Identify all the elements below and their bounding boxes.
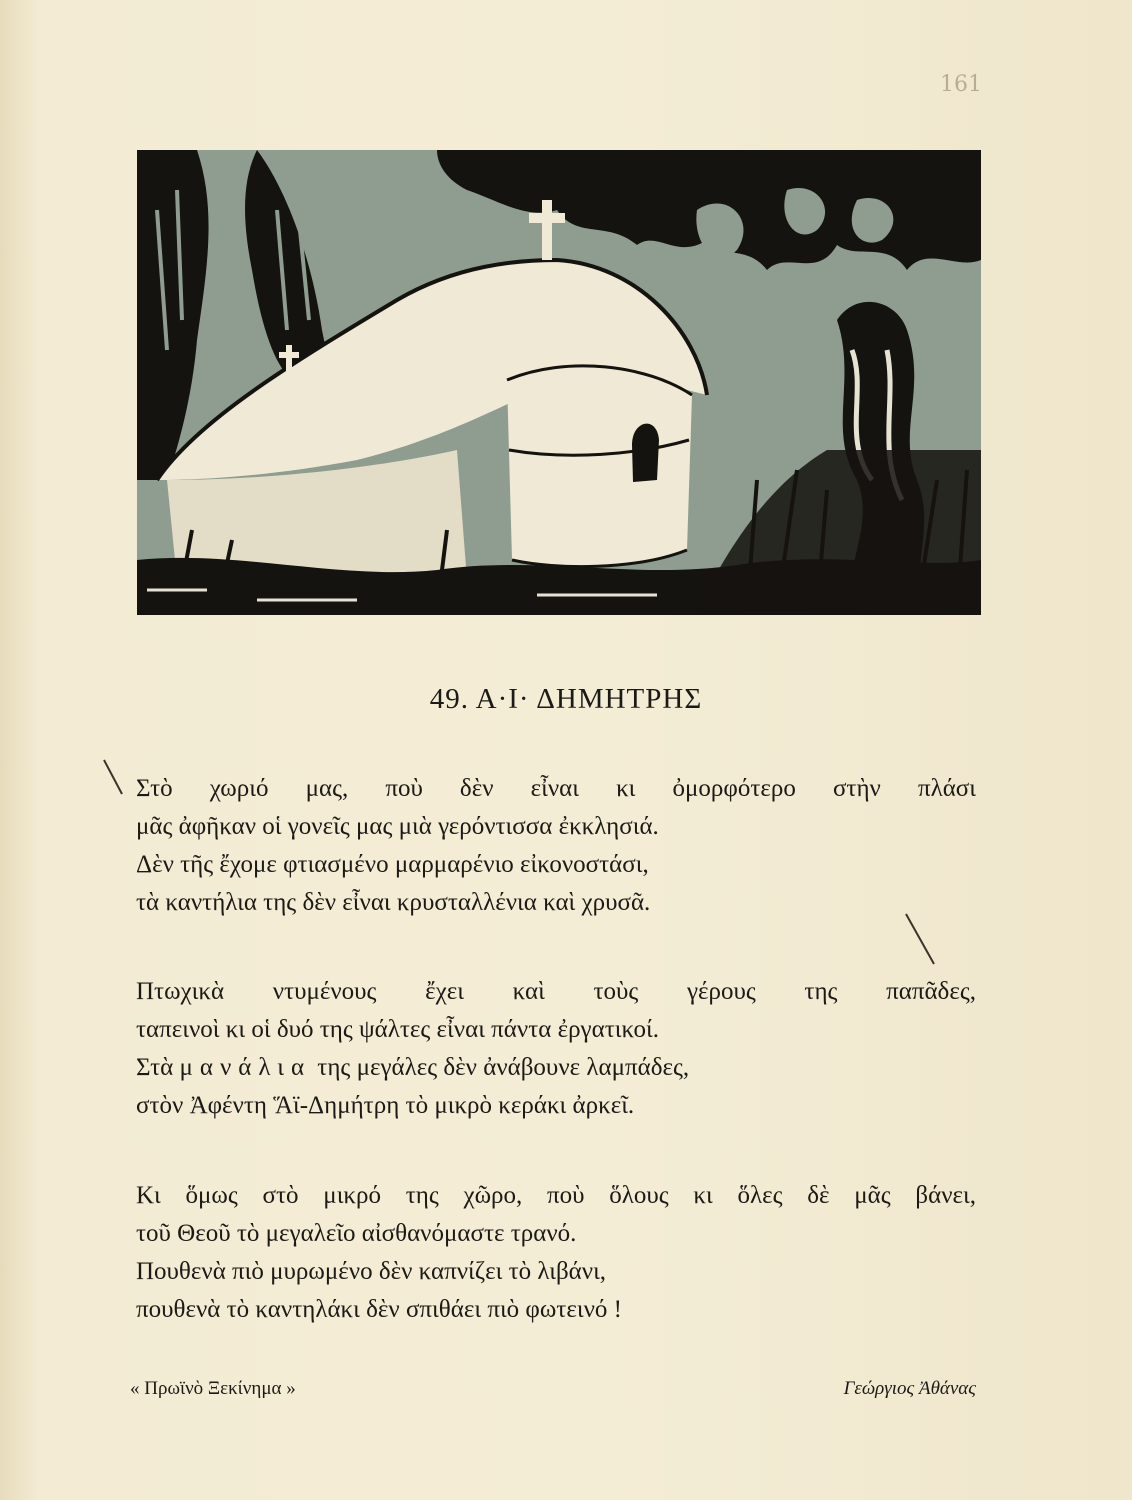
poem-line: Στὸ χωριό μας, ποὺ δὲν εἶναι κι ὀμορφότερο στὴν πλάσι — [136, 775, 976, 802]
poem-line: Πουθενὰ πιὸ μυρωμένο δὲν καπνίζει τὸ λιβάνι, — [136, 1258, 607, 1285]
poem-line: μᾶς ἀφῆκαν οἱ γονεῖς μας μιὰ γερόντισσα ἐκκλησιά. — [136, 813, 659, 840]
poem-line: τοῦ Θεοῦ τὸ μεγαλεῖο αἰσθανόμαστε τρανό. — [136, 1220, 577, 1247]
poem-line: πουθενὰ τὸ καντηλάκι δὲν σπιθάει πιὸ φωτεινό ! — [136, 1296, 622, 1323]
poem-line-end: της μεγάλες δὲν ἀνάβουνε λαμπάδες, — [317, 1054, 690, 1081]
poem-line — [136, 1049, 976, 1087]
chapel-illustration — [137, 150, 981, 615]
footer-source: « Πρωϊνὸ Ξεκίνημα » — [130, 1378, 296, 1399]
chapel-woodcut-art — [137, 150, 981, 615]
poem-line: τὰ καντήλια της δὲν εἶναι κρυσταλλένια καὶ χρυσᾶ. — [136, 889, 651, 916]
poem-title: 49. Α·Ι· ΔΗΜΗΤΡΗΣ — [429, 683, 703, 715]
pencil-mark-left — [100, 758, 130, 798]
stanza-1 — [136, 770, 976, 922]
spaced-word: μανάλια — [179, 1054, 312, 1081]
footer-author: Γεώργιος Ἀθάνας — [843, 1378, 976, 1399]
pencil-mark-right — [900, 910, 940, 970]
stanza-2 — [136, 973, 976, 1125]
poem-line: Πτωχικὰ ντυμένους ἔχει καὶ τοὺς γέρους της παπᾶδες, — [136, 978, 976, 1005]
poem-line: Κι ὅμως στὸ μικρό της χῶρο, ποὺ ὅλους κι ὅλες δὲ μᾶς βάνει, — [136, 1182, 976, 1209]
page-number: 161 — [940, 72, 982, 97]
poem-line: Δὲν τῆς ἔχομε φτιασμένο μαρμαρένιο εἰκονοστάσι, — [136, 851, 649, 878]
poem-line: στὸν Ἀφέντη Ἅϊ-Δημήτρη τὸ μικρὸ κεράκι ἀρκεῖ. — [136, 1092, 635, 1119]
stanza-3 — [136, 1177, 976, 1329]
poem-line-start: Στὰ — [136, 1054, 174, 1081]
poem-line: ταπεινοὶ κι οἱ δυό της ψάλτες εἶναι πάντα ἐργατικοί. — [136, 1016, 659, 1043]
